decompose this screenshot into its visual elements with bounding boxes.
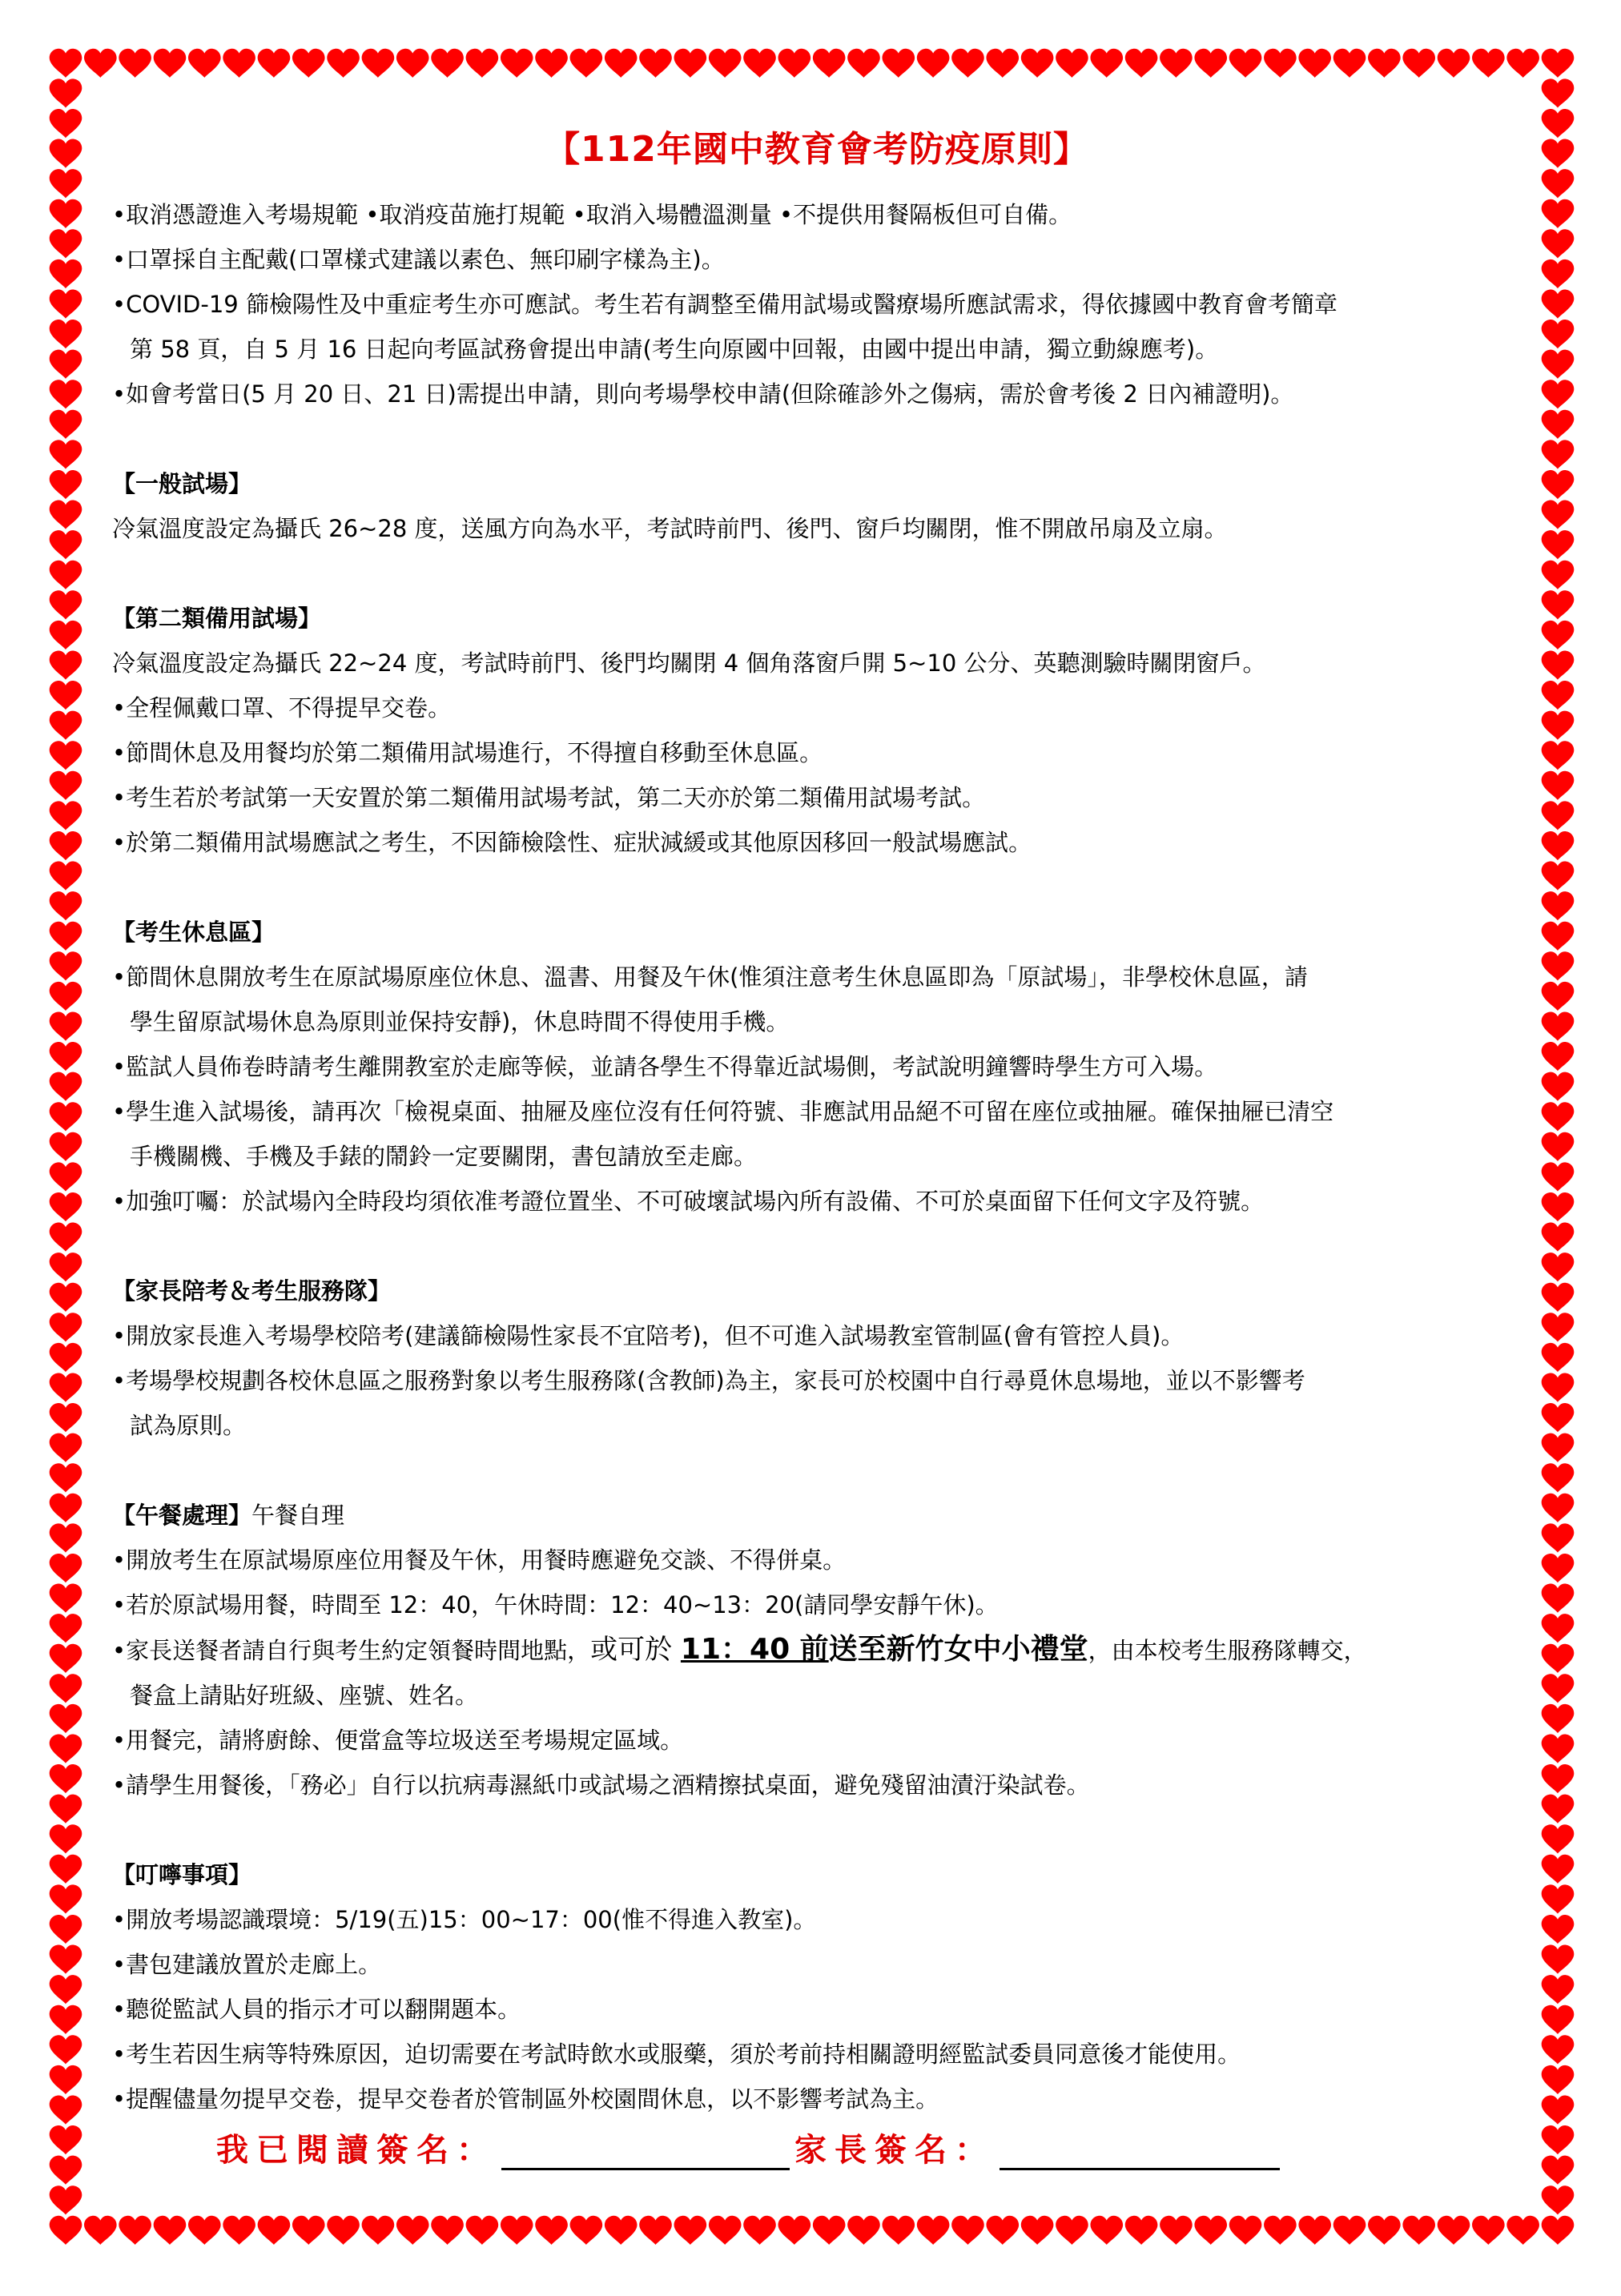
heart-icon <box>1542 621 1575 649</box>
heart-icon <box>1542 1855 1575 1884</box>
heart-icon <box>1542 1343 1575 1372</box>
heart-icon <box>1542 199 1575 228</box>
heart-icon <box>1542 1795 1575 1824</box>
heart-icon <box>50 1704 82 1733</box>
heart-icon <box>50 199 82 228</box>
rest-area-line: 手機關機、手機及手錶的鬧鈴一定要關閉，書包請放至走廊。 <box>130 1143 758 1170</box>
heart-icon <box>709 2216 742 2245</box>
heart-icon <box>50 350 82 379</box>
lunch-line-2: •若於原試場用餐，時間至 12：40，午休時間：12：40~13：20(請同學安靜午休)。 <box>112 1591 999 1618</box>
heart-icon <box>674 2216 707 2245</box>
heart-icon <box>1506 49 1539 78</box>
heart-icon <box>50 1674 82 1703</box>
backup-room-item: •全程佩戴口罩、不得提早交卷。 <box>112 694 452 722</box>
heart-icon <box>1542 1463 1575 1492</box>
heart-icon <box>1542 1072 1575 1101</box>
rest-area-line: •加強叮囑：於試場內全時段均須依准考證位置坐、不可破壞試場內所有設備、不可於桌面留下任何文字及符號。 <box>112 1188 1265 1215</box>
heart-icon <box>1542 289 1575 318</box>
heart-icon <box>50 169 82 198</box>
heart-icon <box>50 1554 82 1582</box>
heart-icon <box>1472 49 1505 78</box>
heart-icon <box>50 1011 82 1040</box>
heart-icon <box>50 1523 82 1552</box>
heart-icon <box>1090 2216 1123 2245</box>
heart-icon <box>1542 501 1575 529</box>
heart-icon <box>1542 1614 1575 1643</box>
heart-icon <box>1542 2185 1575 2214</box>
heart-icon <box>50 1253 82 1281</box>
heart-icon <box>501 49 533 78</box>
heart-icon <box>883 2216 915 2245</box>
heart-icon <box>1542 350 1575 379</box>
heart-icon <box>917 49 950 78</box>
lunch-line-4: •用餐完，請將廚餘、便當盒等垃圾送至考場規定區域。 <box>112 1727 684 1754</box>
heart-icon <box>1056 2216 1088 2245</box>
heart-icon <box>50 1614 82 1643</box>
heart-icon <box>1542 891 1575 920</box>
heart-icon <box>188 49 221 78</box>
heart-icon <box>50 2005 82 2034</box>
heart-icon <box>362 2216 395 2245</box>
heart-icon <box>1542 711 1575 740</box>
heart-icon <box>50 1584 82 1613</box>
heart-icon <box>639 49 672 78</box>
heart-icon <box>50 2216 82 2245</box>
heart-icon <box>1542 1674 1575 1703</box>
heart-icon <box>535 2216 568 2245</box>
reminder-item: •提醒儘量勿提早交卷，提早交卷者於管制區外校園間休息，以不影響考試為主。 <box>112 2085 939 2113</box>
heart-icon <box>883 49 915 78</box>
heart-icon <box>986 49 1019 78</box>
heart-icon <box>50 139 82 168</box>
heart-icon <box>1542 1915 1575 1944</box>
heart-icon <box>50 1644 82 1673</box>
heart-icon <box>50 78 82 107</box>
heart-icon <box>1229 49 1262 78</box>
heart-icon <box>1542 1523 1575 1552</box>
heart-icon <box>50 1343 82 1372</box>
heart-icon <box>1298 49 1331 78</box>
heart-icon <box>1542 771 1575 800</box>
reminder-item: •聽從監試人員的指示才可以翻開題本。 <box>112 1996 521 2023</box>
heart-icon <box>1542 1223 1575 1252</box>
heart-icon <box>917 2216 950 2245</box>
heart-icon <box>1298 2216 1331 2245</box>
heart-icon <box>1542 229 1575 258</box>
heart-icon <box>1090 49 1123 78</box>
heart-icon <box>1542 2035 1575 2064</box>
heart-icon <box>50 49 82 78</box>
heart-icon <box>1542 1764 1575 1793</box>
heart-icon <box>50 259 82 288</box>
heart-icon <box>1542 2216 1575 2245</box>
heart-icon <box>1333 49 1366 78</box>
heart-icon <box>1542 2065 1575 2094</box>
heart-icon <box>154 2216 187 2245</box>
heart-icon <box>50 2035 82 2064</box>
heart-icon <box>1402 49 1435 78</box>
heart-icon <box>1542 862 1575 891</box>
heart-icon <box>431 2216 464 2245</box>
heart-icon <box>1194 49 1227 78</box>
heart-icon <box>1542 1554 1575 1582</box>
section-heading-parents: 【家長陪考＆考生服務隊】 <box>112 1277 392 1305</box>
heart-icon <box>1542 139 1575 168</box>
heart-icon <box>986 2216 1019 2245</box>
backup-room-text: 冷氣溫度設定為攝氏 22~24 度，考試時前門、後門均關閉 4 個角落窗戶開 5~10 公分、英聽測驗時關閉窗戶。 <box>112 649 1266 677</box>
general-room-text: 冷氣溫度設定為攝氏 26~28 度，送風方向為水平，考試時前門、後門、窗戶均關閉，惟不開啟吊扇及立扇。 <box>112 515 1228 542</box>
heart-icon <box>778 2216 811 2245</box>
heart-icon <box>1125 49 1158 78</box>
heart-icon <box>1021 2216 1054 2245</box>
heart-icon <box>1542 1494 1575 1522</box>
heart-icon <box>50 891 82 920</box>
reminder-item: •書包建議放置於走廊上。 <box>112 1951 382 1978</box>
heart-icon <box>50 1855 82 1884</box>
heart-icon <box>50 650 82 679</box>
lunch-deadline: 11：40 前 <box>680 1633 829 1666</box>
lunch-line-3: •家長送餐者請自行與考生約定領餐時間地點，或可於 11：40 前送至新竹女中小禮堂，由本校考生服務隊轉交， <box>112 1633 1367 1666</box>
heart-icon <box>50 951 82 980</box>
heart-icon <box>1542 650 1575 679</box>
heart-icon <box>1542 1884 1575 1913</box>
heart-icon <box>50 862 82 891</box>
heart-icon <box>1542 561 1575 589</box>
heart-icon <box>1160 2216 1193 2245</box>
student-signature-label: 我已閱讀簽名： <box>216 2131 497 2169</box>
heart-icon <box>50 590 82 619</box>
heart-icon <box>50 410 82 439</box>
section-heading-reminders: 【叮嚀事項】 <box>112 1861 252 1888</box>
heart-icon <box>292 49 325 78</box>
heart-icon <box>1542 1403 1575 1432</box>
heart-icon <box>1542 1313 1575 1341</box>
heart-icon <box>466 2216 499 2245</box>
heart-icon <box>1542 440 1575 468</box>
heart-icon <box>50 2185 82 2214</box>
heart-icon <box>1264 2216 1297 2245</box>
heart-icon <box>1542 78 1575 107</box>
heart-icon <box>1506 2216 1539 2245</box>
heart-icon <box>50 1313 82 1341</box>
heart-icon <box>1333 2216 1366 2245</box>
heart-icon <box>1542 1824 1575 1853</box>
heart-icon <box>50 1915 82 1944</box>
lunch-line-1: •開放考生在原試場原座位用餐及午休，用餐時應避免交談、不得併桌。 <box>112 1546 847 1574</box>
heart-icon <box>1368 2216 1401 2245</box>
heart-icon <box>1542 1102 1575 1131</box>
rest-area-line: •監試人員佈卷時請考生離開教室於走廊等候，並請各學生不得靠近試場側，考試說明鐘響時學生方可入場。 <box>112 1053 1218 1080</box>
heart-icon <box>50 1403 82 1432</box>
heart-icon <box>50 1042 82 1071</box>
heart-icon <box>1542 982 1575 1011</box>
rest-area-line: •節間休息開放考生在原試場原座位休息、溫書、用餐及午休(惟須注意考生休息區即為「原試場」，非學校休息區，請 <box>112 963 1308 991</box>
heart-icon <box>1542 320 1575 348</box>
heart-icon <box>1542 470 1575 499</box>
heart-icon <box>501 2216 533 2245</box>
heart-icon <box>1542 1975 1575 2004</box>
parents-line: •開放家長進入考場學校陪考(建議篩檢陽性家長不宜陪考)，但不可進入試場教室管制區(會有管控人員)。 <box>112 1322 1185 1349</box>
heart-icon <box>396 49 429 78</box>
heart-icon <box>292 2216 325 2245</box>
heart-icon <box>154 49 187 78</box>
page-title: 【112年國中教育會考防疫原則】 <box>545 129 1089 170</box>
heart-icon <box>1542 831 1575 860</box>
backup-room-item: •考生若於考試第一天安置於第二類備用試場考試，第二天亦於第二類備用試場考試。 <box>112 784 986 811</box>
heart-icon <box>50 1795 82 1824</box>
lunch-line-3-cont: 餐盒上請貼好班級、座號、姓名。 <box>130 1682 479 1709</box>
heart-icon <box>84 49 117 78</box>
heart-icon <box>743 2216 776 2245</box>
heart-icon <box>258 49 291 78</box>
heart-icon <box>1542 2005 1575 2034</box>
heart-icon <box>50 1223 82 1252</box>
heart-icon <box>119 49 151 78</box>
heart-icon <box>50 1463 82 1492</box>
heart-icon <box>605 49 638 78</box>
section-heading-general-room: 【一般試場】 <box>112 470 252 497</box>
heart-icon <box>50 831 82 860</box>
heart-icon <box>639 2216 672 2245</box>
heart-icon <box>605 2216 638 2245</box>
heart-icon <box>50 1072 82 1101</box>
parent-signature-label: 家長簽名： <box>794 2131 995 2169</box>
parents-line: 試為原則。 <box>130 1412 247 1439</box>
heart-icon <box>223 2216 255 2245</box>
heart-icon <box>50 1192 82 1221</box>
heart-icon <box>84 2216 117 2245</box>
heart-icon <box>1542 49 1575 78</box>
heart-icon <box>674 49 707 78</box>
heart-icon <box>1056 49 1088 78</box>
heart-icon <box>951 2216 984 2245</box>
heart-icon <box>847 2216 880 2245</box>
heart-icon <box>1472 2216 1505 2245</box>
heart-icon <box>50 440 82 468</box>
heart-icon <box>709 49 742 78</box>
heart-icon <box>1542 951 1575 980</box>
heart-icon <box>50 1975 82 2004</box>
rest-area-line: 學生留原試場休息為原則並保持安靜)，休息時間不得使用手機。 <box>130 1008 790 1035</box>
heart-icon <box>1160 49 1193 78</box>
heart-icon <box>1542 109 1575 138</box>
heart-icon <box>50 2125 82 2154</box>
heart-icon <box>50 2095 82 2124</box>
heart-icon <box>50 1764 82 1793</box>
heart-icon <box>1264 49 1297 78</box>
heart-icon <box>50 501 82 529</box>
heart-icon <box>50 470 82 499</box>
heart-icon <box>1542 259 1575 288</box>
heart-icon <box>223 49 255 78</box>
parent-signature-field[interactable] <box>1000 2136 1280 2170</box>
heart-icon <box>1542 1704 1575 1733</box>
heart-icon <box>743 49 776 78</box>
heart-icon <box>1542 1644 1575 1673</box>
heart-icon <box>50 109 82 138</box>
heart-icon <box>1542 2095 1575 2124</box>
reminder-item: •開放考場認識環境：5/19(五)15：00~17：00(惟不得進入教室)。 <box>112 1906 817 1933</box>
heart-icon <box>50 2156 82 2185</box>
heart-icon <box>1542 1373 1575 1401</box>
backup-room-item: •節間休息及用餐均於第二類備用試場進行，不得擅自移動至休息區。 <box>112 739 823 766</box>
heart-icon <box>847 49 880 78</box>
heart-icon <box>1542 1433 1575 1462</box>
heart-icon <box>1542 801 1575 830</box>
heart-icon <box>813 2216 846 2245</box>
heart-icon <box>1229 2216 1262 2245</box>
heart-icon <box>1125 2216 1158 2245</box>
heart-icon <box>1542 1584 1575 1613</box>
heart-icon <box>50 1494 82 1522</box>
heart-icon <box>50 1734 82 1763</box>
heart-icon <box>188 2216 221 2245</box>
heart-icon <box>1542 2125 1575 2154</box>
section-heading-backup-room: 【第二類備用試場】 <box>112 605 322 632</box>
heart-icon <box>1542 922 1575 951</box>
parents-line: •考場學校規劃各校休息區之服務對象以考生服務隊(含教師)為主，家長可於校園中自行尋覓休息場地，並以不影響考 <box>112 1367 1305 1394</box>
heart-icon <box>1542 741 1575 770</box>
student-signature-field[interactable] <box>501 2136 790 2170</box>
heart-icon <box>327 2216 360 2245</box>
heart-icon <box>813 49 846 78</box>
heart-icon <box>466 49 499 78</box>
heart-icon <box>50 982 82 1011</box>
heart-icon <box>50 1945 82 1974</box>
heart-icon <box>1542 1132 1575 1161</box>
heart-icon <box>50 1884 82 1913</box>
heart-icon <box>570 49 603 78</box>
heart-icon <box>50 530 82 559</box>
heart-icon <box>50 741 82 770</box>
intro-line-3-cont: 第 58 頁，自 5 月 16 日起向考區試務會提出申請(考生向原國中回報，由國中提出申請，獨立動線應考)。 <box>130 336 1219 363</box>
heart-icon <box>778 49 811 78</box>
heart-icon <box>50 1162 82 1191</box>
heart-icon <box>50 380 82 408</box>
heart-icon <box>1542 530 1575 559</box>
heart-icon <box>50 289 82 318</box>
heart-icon <box>258 2216 291 2245</box>
backup-room-item: •於第二類備用試場應試之考生，不因篩檢陰性、症狀減緩或其他原因移回一般試場應試。 <box>112 829 1032 856</box>
lunch-heading-row <box>112 1493 1522 1538</box>
heart-icon <box>50 711 82 740</box>
intro-line-2: •口罩採自主配戴(口罩樣式建議以素色、無印刷字樣為主)。 <box>112 246 725 273</box>
heart-icon <box>1542 2156 1575 2185</box>
heart-icon <box>50 2065 82 2094</box>
heart-icon <box>50 801 82 830</box>
heart-icon <box>50 1433 82 1462</box>
heart-icon <box>1542 1253 1575 1281</box>
heart-icon <box>50 1283 82 1312</box>
heart-icon <box>362 49 395 78</box>
heart-icon <box>50 1824 82 1853</box>
heart-icon <box>50 1373 82 1401</box>
heart-icon <box>396 2216 429 2245</box>
heart-icon <box>1542 1011 1575 1040</box>
intro-line-4: •如會考當日(5 月 20 日、21 日)需提出申請，則向考場學校申請(但除確診外之傷病，需於會考後 2 日內補證明)。 <box>112 380 1294 408</box>
signature-row <box>216 2114 1285 2170</box>
heart-icon <box>119 2216 151 2245</box>
section-heading-lunch: 【午餐處理】 <box>112 1502 252 1529</box>
lunch-heading-suffix: 午餐自理 <box>251 1502 345 1529</box>
heart-icon <box>1368 49 1401 78</box>
document-body <box>112 120 1522 2170</box>
heart-icon <box>50 621 82 649</box>
rest-area-line: •學生進入試場後，請再次「檢視桌面、抽屜及座位沒有任何符號、非應試用品絕不可留在座位或抽屜。確保抽屜已清空 <box>112 1098 1334 1125</box>
heart-icon <box>570 2216 603 2245</box>
heart-icon <box>50 561 82 589</box>
intro-line-3: •COVID-19 篩檢陽性及中重症考生亦可應試。考生若有調整至備用試場或醫療場所應試需求，得依據國中教育會考簡章 <box>112 291 1337 318</box>
heart-icon <box>50 922 82 951</box>
heart-icon <box>50 681 82 710</box>
heart-icon <box>327 49 360 78</box>
heart-icon <box>1542 410 1575 439</box>
heart-icon <box>1194 2216 1227 2245</box>
heart-icon <box>1542 1734 1575 1763</box>
heart-icon <box>50 1102 82 1131</box>
heart-icon <box>50 1132 82 1161</box>
heart-icon <box>1542 1283 1575 1312</box>
heart-icon <box>1542 681 1575 710</box>
heart-icon <box>50 320 82 348</box>
lunch-location: 送至新竹女中小禮堂 <box>828 1633 1088 1666</box>
heart-icon <box>1542 380 1575 408</box>
intro-line-1: •取消憑證進入考場規範 •取消疫苗施打規範 •取消入場體溫測量 •不提供用餐隔板但可自備。 <box>112 201 1072 228</box>
section-heading-rest-area: 【考生休息區】 <box>112 919 276 946</box>
heart-icon <box>1542 169 1575 198</box>
heart-icon <box>1542 1945 1575 1974</box>
heart-icon <box>1542 1162 1575 1191</box>
heart-icon <box>1438 2216 1470 2245</box>
heart-icon <box>1402 2216 1435 2245</box>
heart-icon <box>1438 49 1470 78</box>
heart-icon <box>951 49 984 78</box>
heart-icon <box>1542 590 1575 619</box>
heart-icon <box>50 771 82 800</box>
heart-icon <box>535 49 568 78</box>
heart-icon <box>431 49 464 78</box>
heart-icon <box>50 229 82 258</box>
lunch-line-5: •請學生用餐後，「務必」自行以抗病毒濕紙巾或試場之酒精擦拭桌面，避免殘留油漬汙染試卷。 <box>112 1771 1090 1799</box>
heart-icon <box>1542 1042 1575 1071</box>
heart-icon <box>1021 49 1054 78</box>
reminder-item: •考生若因生病等特殊原因，迫切需要在考試時飲水或服藥，須於考前持相關證明經監試委員同意後才能使用。 <box>112 2041 1241 2068</box>
heart-icon <box>1542 1192 1575 1221</box>
